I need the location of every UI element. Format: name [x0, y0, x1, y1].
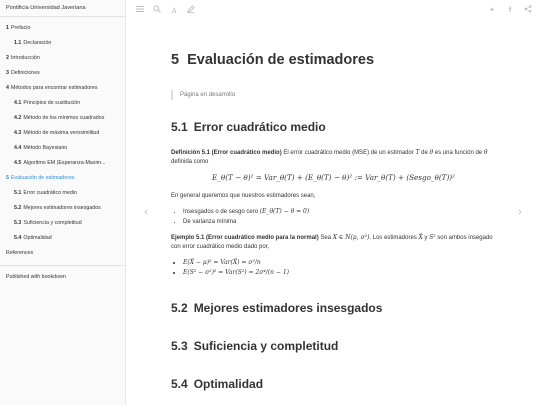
math-inline: S²	[429, 234, 436, 241]
section-5-4-heading	[171, 377, 496, 391]
example-text: y	[422, 235, 430, 241]
sidebar-item-number: 4.4	[14, 145, 22, 151]
math-inline: X̄	[418, 234, 423, 241]
toc-list	[0, 17, 125, 261]
sidebar-item-label: Evaluación de estimadores	[10, 175, 75, 181]
sidebar-item-label: Método de los mínimos cuadrados	[23, 115, 105, 121]
sidebar-item-1[interactable]	[0, 21, 125, 36]
sidebar-item-number: 5.3	[14, 220, 22, 226]
next-page-icon[interactable]: ›	[518, 206, 522, 218]
sidebar-item-label: References	[6, 250, 34, 256]
definition-paragraph	[171, 148, 496, 167]
sidebar-item-label: Mejores estimadores insesgados	[23, 205, 101, 211]
sidebar-item-label: Introducción	[10, 55, 40, 61]
sidebar-item-number: 1	[6, 25, 9, 31]
sidebar-item-5-4[interactable]	[0, 231, 125, 246]
general-paragraph: En general queremos que nuestros estimadores sean,	[171, 193, 316, 199]
sidebar-item-label: Optimalidad	[23, 235, 52, 241]
sidebar-item-number: 5.2	[14, 205, 22, 211]
section-title: Suficiencia y completitud	[193, 339, 339, 353]
sidebar-item-5[interactable]	[0, 171, 125, 186]
chapter-title-text: Evaluación de estimadores	[187, 52, 375, 68]
sidebar-item-label: Método Bayesiano	[23, 145, 68, 151]
sidebar-item-number: 5.4	[14, 235, 22, 241]
definition-text: de	[419, 150, 430, 156]
chapter-title	[171, 52, 496, 68]
development-note: Página en desarrollo	[171, 90, 496, 100]
definition-text: definida como	[171, 159, 209, 165]
math-inline: X ∈ N(μ, σ²)	[332, 234, 370, 241]
sidebar-item-number: 4	[6, 85, 9, 91]
example-paragraph	[171, 233, 496, 252]
chapter-number: 5	[171, 52, 180, 68]
section-5-2-heading	[171, 301, 496, 315]
math-inline: θ	[483, 149, 488, 156]
sidebar-item-4-4[interactable]	[0, 141, 125, 156]
search-icon[interactable]	[151, 5, 163, 17]
example-text: Sea	[318, 235, 333, 241]
sidebar-divider	[0, 265, 125, 266]
sidebar-item-4-2[interactable]	[0, 111, 125, 126]
sidebar-item-4-1[interactable]	[0, 96, 125, 111]
published-with-bookdown-link[interactable]: Published with bookdown	[6, 274, 66, 280]
sidebar-item-label: Suficiencia y completitud	[23, 220, 82, 226]
section-number: 5.2	[171, 301, 188, 315]
sidebar-item-4-5[interactable]	[0, 156, 125, 171]
definition-text: El error cuadrático medio (MSE) de un estimador	[281, 150, 416, 156]
list-item: • De varianza mínima	[183, 218, 496, 227]
list-item: • E(X̄ − μ)² = Var(X̄) = σ²/n	[183, 258, 496, 267]
example-list	[183, 258, 496, 277]
sidebar-item-5-2[interactable]	[0, 201, 125, 216]
previous-page-icon[interactable]: ‹	[144, 206, 148, 218]
definition-label: Definición 5.1 (Error cuadrático medio)	[171, 150, 282, 156]
sidebar-item-number: 4.5	[14, 160, 22, 166]
toolbar	[126, 0, 540, 22]
sidebar-item-2[interactable]	[0, 51, 125, 66]
example-text: son ambos insegado con error cuadrático medio dado por,	[171, 235, 493, 250]
sidebar-item-5-3[interactable]	[0, 216, 125, 231]
sidebar-item-number: 4.1	[14, 100, 22, 106]
twitter-icon[interactable]: ✦	[489, 7, 495, 14]
sidebar-item-label: Principios de sustitución	[23, 100, 81, 106]
sidebar-item-5-1[interactable]	[0, 186, 125, 201]
sidebar-item-label: Prefacio	[10, 25, 31, 31]
math-inline: (E_θ(T) − θ = 0)	[259, 208, 310, 215]
example-text: . Los estimadores	[369, 235, 419, 241]
sidebar-item-3[interactable]	[0, 66, 125, 81]
math-inline: T	[415, 149, 420, 156]
sidebar-item-label: Método de máxima verosimilitud	[23, 130, 100, 136]
edit-icon[interactable]	[185, 5, 197, 17]
sidebar-item-label: Error cuadrático medio	[23, 190, 77, 196]
sidebar-item-references[interactable]	[0, 246, 125, 261]
example-label: Ejemplo 5.1 (Error cuadrático medio para la normal)	[171, 235, 319, 241]
sidebar-header[interactable]: Pontificia Universidad Javeriana	[0, 0, 125, 17]
facebook-icon[interactable]: f	[508, 7, 512, 14]
sidebar-item-4-3[interactable]	[0, 126, 125, 141]
sidebar-item-number: 1.1	[14, 40, 22, 46]
list-item	[183, 207, 496, 217]
sidebar	[0, 0, 126, 405]
math-inline: θ	[429, 149, 434, 156]
sidebar-item-label: Algoritmo EM (Esperanza-Maxim...	[23, 160, 106, 166]
main-content	[171, 40, 496, 405]
properties-list	[183, 207, 496, 227]
mse-equation: E_θ(T − θ)² = Var_θ(T) + (E_θ(T) − θ)² := Var_θ(T) + (Sesgo_θ(T))²	[212, 173, 455, 182]
sidebar-item-number: 4.3	[14, 130, 22, 136]
share-icon[interactable]	[522, 5, 534, 17]
section-number: 5.3	[171, 339, 188, 353]
list-item-text: Insesgados o de sesgo cero	[183, 209, 260, 215]
sidebar-item-number: 5.1	[14, 190, 22, 196]
definition-text: es una función de	[433, 150, 484, 156]
sidebar-item-label: Métodos para encontrar estimadores	[10, 85, 98, 91]
sidebar-item-label: Definiciones	[10, 70, 40, 76]
menu-icon[interactable]	[134, 5, 146, 17]
sidebar-item-1-1[interactable]	[0, 36, 125, 51]
list-item: • E(S² − σ²)² = Var(S²) = 2σ⁴/(n − 1)	[183, 268, 496, 277]
sidebar-item-4[interactable]	[0, 81, 125, 96]
sidebar-item-number: 4.2	[14, 115, 22, 121]
section-title: Error cuadrático medio	[193, 120, 326, 134]
section-title: Optimalidad	[193, 377, 264, 391]
sidebar-item-number: 3	[6, 70, 9, 76]
sidebar-item-number: 5	[6, 175, 9, 181]
section-5-3-heading	[171, 339, 496, 353]
section-title: Mejores estimadores insesgados	[193, 301, 383, 315]
section-number: 5.4	[171, 377, 188, 391]
sidebar-item-number: 2	[6, 55, 9, 61]
section-5-1-heading	[171, 120, 496, 134]
sidebar-item-label: Declaración	[23, 40, 52, 46]
section-number: 5.1	[171, 120, 188, 134]
font-icon[interactable]: A	[171, 7, 177, 15]
